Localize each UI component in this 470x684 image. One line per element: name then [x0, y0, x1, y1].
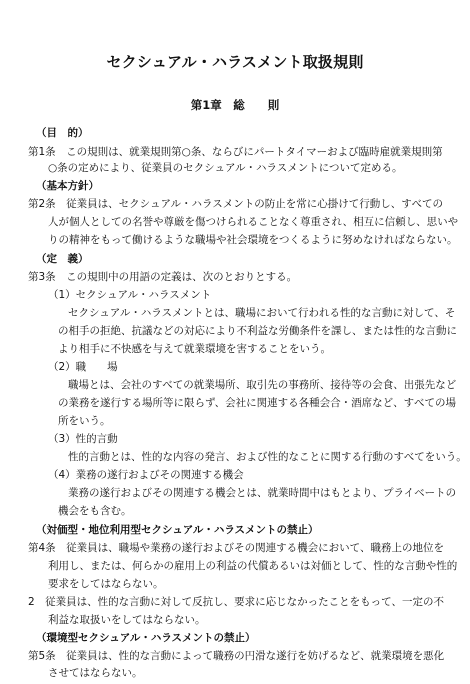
- heading-basic-policy: （基本方針）: [36, 180, 99, 192]
- heading-quid-pro-quo: （対価型・地位利用型セクシュアル・ハラスメントの禁止）: [36, 524, 319, 536]
- heading-hostile-environment: （環境型セクシュアル・ハラスメントの禁止）: [36, 632, 256, 644]
- article-4-line-1: 第4条 従業員は、職場や業務の遂行およびその関連する機会において、職務上の地位を: [28, 542, 444, 554]
- heading-definitions: （定 義）: [36, 253, 89, 265]
- def-1-line-1: セクシュアル・ハラスメントとは、職場において行われる性的な言動に対して、そ: [68, 307, 456, 319]
- def-2-line-2: の業務を遂行する場所等に限らず、会社に関連する各種会合・酒席など、すべての場: [58, 397, 456, 409]
- article-5-line-2: させてはならない。: [48, 667, 143, 679]
- article-2-line-1: 第2条 従業員は、セクシュアル・ハラスメントの防止を常に心掛けて行動し、すべての: [28, 198, 444, 210]
- article-1-line-2: ○条の定めにより、従業員のセクシュアル・ハラスメントについて定める。: [48, 162, 403, 174]
- chapter-heading: 第1章 総 則: [190, 98, 280, 112]
- article-3-line-1: 第3条 この規則中の用語の定義は、次のとおりとする。: [28, 271, 298, 283]
- def-4-line-2: 機会をも含む。: [58, 505, 132, 517]
- def-1-heading: （1）セクシュアル・ハラスメント: [48, 289, 212, 301]
- def-3-heading: （3）性的言動: [48, 433, 118, 445]
- def-3-line-1: 性的言動とは、性的な内容の発言、および性的なことに関する行動のすべてをいう。: [68, 451, 467, 463]
- article-4-line-3: 要求をしてはならない。: [48, 578, 164, 590]
- def-4-heading: （4）業務の遂行およびその関連する機会: [48, 469, 244, 481]
- def-4-line-1: 業務の遂行およびその関連する機会とは、就業時間中はもとより、プライベートの: [68, 487, 457, 499]
- def-2-line-1: 職場とは、会社のすべての就業場所、取引先の事務所、接待等の会食、出張先など: [68, 379, 457, 391]
- article-1-line-1: 第1条 この規則は、就業規則第○条、ならびにパートタイマーおよび臨時雇就業規則第: [28, 146, 443, 158]
- def-2-line-3: 所をいう。: [58, 415, 111, 427]
- article-2-line-3: りの精神をもって働けるような職場や社会環境をつくるように努めなければならない。: [48, 234, 458, 246]
- article-2-line-2: 人が個人としての名誉や尊厳を傷つけられることなく尊重され、相互に信頼し、思いや: [48, 216, 459, 228]
- article-4-line-2: 利用し、または、何らかの雇用上の利益の代償あるいは対価として、性的な言動や性的: [48, 560, 458, 572]
- def-1-line-2: の相手の拒絶、抗議などの対応により不利益な労働条件を課し、または性的な言動に: [58, 325, 457, 337]
- article-5-line-1: 第5条 従業員は、性的な言動によって職務の円滑な遂行を妨げるなど、就業環境を悪化: [28, 650, 445, 662]
- article-4-para-2-line-2: 利益な取扱いをしてはならない。: [48, 614, 206, 626]
- heading-purpose: （目 的）: [36, 127, 89, 139]
- def-2-heading: （2）職 場: [48, 361, 118, 373]
- article-4-para-2-line-1: 2 従業員は、性的な言動に対して反抗し、要求に応じなかったことをもって、一定の不: [28, 596, 444, 608]
- document-title: セクシュアル・ハラスメント取扱規則: [106, 53, 364, 71]
- def-1-line-3: より相手に不快感を与えて就業環境を害することをいう。: [58, 343, 331, 355]
